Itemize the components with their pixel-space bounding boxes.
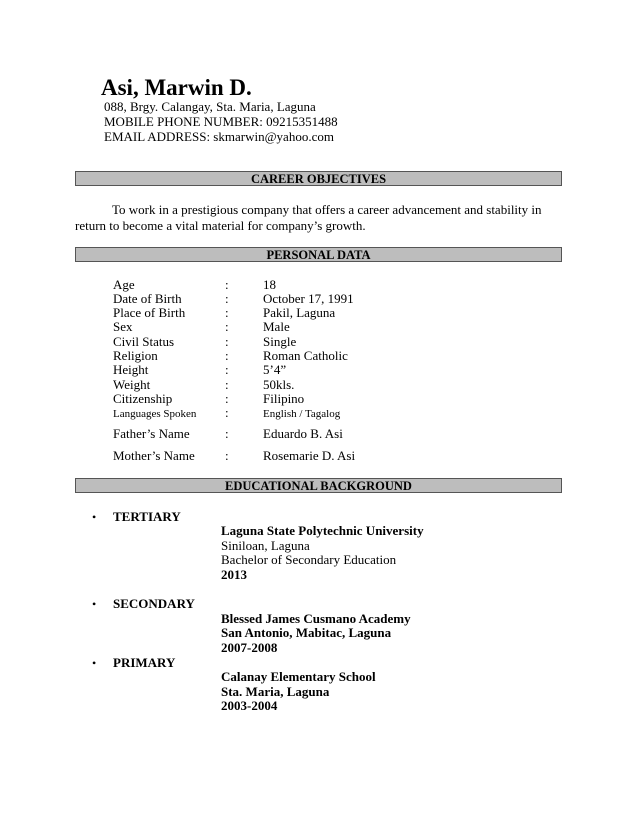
- primary-school: Calanay Elementary School: [221, 669, 376, 684]
- pd-value-languages: English / Tagalog: [263, 408, 341, 420]
- pd-colon: :: [225, 319, 229, 334]
- career-objectives-heading: CAREER OBJECTIVES: [75, 171, 562, 186]
- pd-label-age: Age: [113, 277, 135, 292]
- pd-label-date-of-birth: Date of Birth: [113, 291, 182, 306]
- educational-background-heading: EDUCATIONAL BACKGROUND: [75, 478, 562, 493]
- pd-value-religion: Roman Catholic: [263, 348, 348, 363]
- pd-colon: :: [225, 405, 229, 420]
- address-line: 088, Brgy. Calangay, Sta. Maria, Laguna: [104, 99, 316, 114]
- applicant-name: Asi, Marwin D.: [101, 75, 252, 100]
- secondary-level: SECONDARY: [113, 596, 195, 611]
- pd-value-height: 5’4”: [263, 362, 287, 377]
- secondary-school: Blessed James Cusmano Academy: [221, 611, 411, 626]
- pd-colon: :: [225, 362, 229, 377]
- tertiary-school: Laguna State Polytechnic University: [221, 523, 424, 538]
- pd-colon: :: [225, 448, 229, 463]
- personal-data-heading: PERSONAL DATA: [75, 247, 562, 262]
- tertiary-year: 2013: [221, 567, 247, 582]
- tertiary-course: Bachelor of Secondary Education: [221, 552, 397, 567]
- phone-line: MOBILE PHONE NUMBER: 09215351488: [104, 114, 338, 129]
- pd-value-fathers-name: Eduardo B. Asi: [263, 426, 343, 441]
- email-line: EMAIL ADDRESS: skmarwin@yahoo.com: [104, 129, 334, 144]
- primary-year: 2003-2004: [221, 698, 278, 713]
- secondary-year: 2007-2008: [221, 640, 278, 655]
- tertiary-level: TERTIARY: [113, 509, 181, 524]
- pd-value-civil-status: Single: [263, 334, 297, 349]
- pd-label-citizenship: Citizenship: [113, 391, 173, 406]
- pd-value-weight: 50kls.: [263, 377, 295, 392]
- pd-colon: :: [225, 391, 229, 406]
- pd-colon: :: [225, 377, 229, 392]
- pd-value-date-of-birth: October 17, 1991: [263, 291, 354, 306]
- pd-value-citizenship: Filipino: [263, 391, 305, 406]
- bullet-icon: •: [92, 510, 97, 524]
- pd-value-sex: Male: [263, 319, 290, 334]
- pd-colon: :: [225, 348, 229, 363]
- secondary-location: San Antonio, Mabitac, Laguna: [221, 625, 392, 640]
- pd-label-civil-status: Civil Status: [113, 334, 175, 349]
- pd-label-place-of-birth: Place of Birth: [113, 305, 186, 320]
- pd-value-place-of-birth: Pakil, Laguna: [263, 305, 336, 320]
- pd-value-age: 18: [263, 277, 276, 292]
- pd-label-religion: Religion: [113, 348, 158, 363]
- pd-colon: :: [225, 305, 229, 320]
- pd-label-fathers-name: Father’s Name: [113, 426, 190, 441]
- pd-label-mothers-name: Mother’s Name: [113, 448, 195, 463]
- pd-colon: :: [225, 277, 229, 292]
- pd-label-languages: Languages Spoken: [113, 408, 197, 420]
- pd-label-height: Height: [113, 362, 149, 377]
- pd-colon: :: [225, 291, 229, 306]
- pd-colon: :: [225, 334, 229, 349]
- bullet-icon: •: [92, 597, 97, 611]
- objective-text: To work in a prestigious company that offers a career advancement and stability in return to become a vital material for company’s growth.: [75, 202, 542, 233]
- pd-label-weight: Weight: [113, 377, 151, 392]
- primary-location: Sta. Maria, Laguna: [221, 684, 330, 699]
- pd-label-sex: Sex: [113, 319, 133, 334]
- pd-value-mothers-name: Rosemarie D. Asi: [263, 448, 356, 463]
- primary-level: PRIMARY: [113, 655, 176, 670]
- tertiary-location: Siniloan, Laguna: [221, 538, 310, 553]
- bullet-icon: •: [92, 656, 97, 670]
- pd-colon: :: [225, 426, 229, 441]
